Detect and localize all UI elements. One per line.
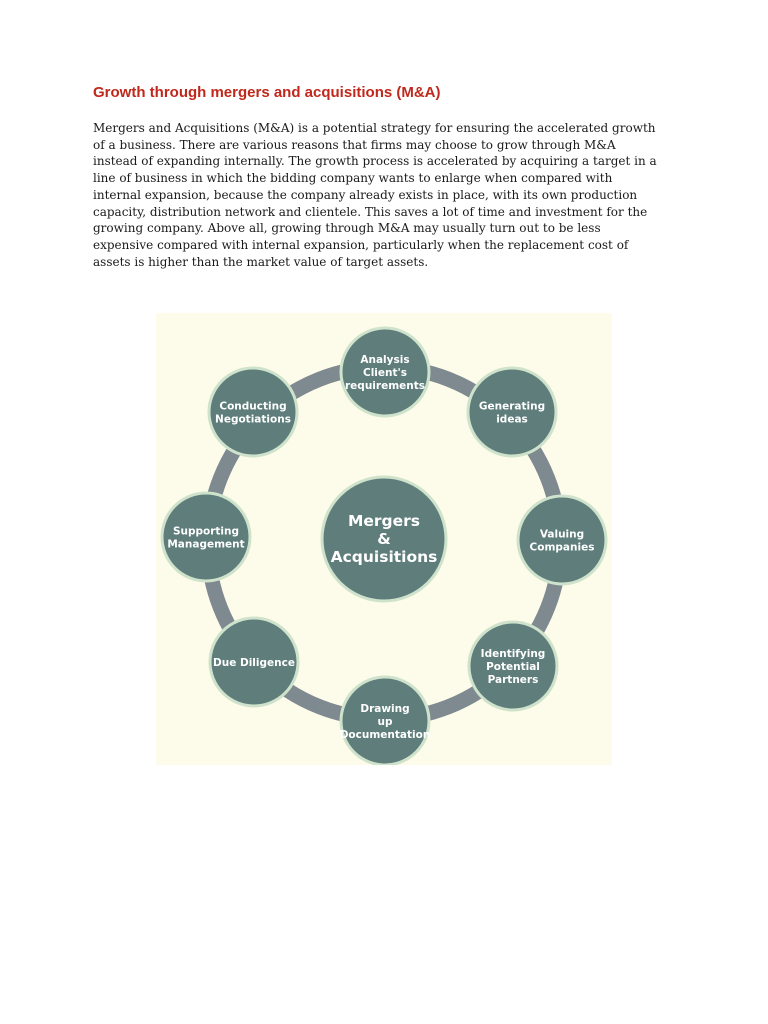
process-node-label-line: requirements xyxy=(345,380,425,392)
center-label-line: Acquisitions xyxy=(330,548,438,566)
process-node-label-line: Conducting xyxy=(219,400,287,413)
process-node-label-line: Identifying xyxy=(480,648,546,660)
process-node-label-line: Negotiations xyxy=(215,413,291,426)
paragraph-line: line of business in which the bidding company wants to enlarge when compared with xyxy=(93,171,613,186)
intro-paragraph xyxy=(93,120,678,270)
paragraph-line: assets is higher than the market value of target assets. xyxy=(93,254,429,269)
process-node-label-line: Generating xyxy=(478,400,546,413)
process-node xyxy=(209,368,297,456)
process-node xyxy=(162,493,250,581)
page-title: Growth through mergers and acquisitions (M&A) xyxy=(93,84,441,101)
process-node xyxy=(340,677,431,765)
process-node-label-line: Valuing xyxy=(539,528,585,541)
process-node-label-line: Supporting xyxy=(172,525,240,538)
process-node xyxy=(468,368,556,456)
paragraph-line: capacity, distribution network and clientele. This saves a lot of time and investment for the xyxy=(93,204,648,219)
ma-process-diagram xyxy=(156,313,612,765)
process-node-label-line: Potential xyxy=(486,661,540,673)
center-node xyxy=(322,477,446,601)
process-node-label-line: Documentation xyxy=(339,729,431,741)
process-node xyxy=(469,622,557,710)
paragraph-line: expensive compared with internal expansion, particularly when the replacement cost of xyxy=(93,237,629,252)
process-node-label xyxy=(481,648,546,686)
center-label-line: & xyxy=(377,530,391,548)
paragraph-line: internal expansion, because the company already exists in place, with its own production xyxy=(93,187,638,202)
process-node-label-line: up xyxy=(377,716,393,728)
paragraph-line: Mergers and Acquisitions (M&A) is a potential strategy for ensuring the accelerated growth xyxy=(93,121,656,135)
process-node-label-line: Analysis xyxy=(360,354,410,366)
process-node-label xyxy=(215,401,291,426)
process-node-label-line: Management xyxy=(167,538,245,551)
process-node-label xyxy=(167,526,244,551)
process-node-label-line: Companies xyxy=(529,541,595,554)
process-node-label xyxy=(213,657,295,669)
process-node-label-line: ideas xyxy=(496,413,528,426)
process-node xyxy=(341,328,429,416)
paragraph-line: growing company. Above all, growing through M&A may usually turn out to be less xyxy=(93,221,601,236)
process-node-label-line: Partners xyxy=(487,674,539,686)
process-node xyxy=(518,496,606,584)
center-label-line: Mergers xyxy=(347,512,421,530)
paragraph-line: instead of expanding internally. The growth process is accelerated by acquiring a target in a xyxy=(93,154,657,169)
process-node xyxy=(210,618,298,706)
process-node-label-line: Due Diligence xyxy=(213,657,295,669)
process-node-label-line: Client's xyxy=(363,367,407,379)
cycle-diagram-svg xyxy=(156,313,612,765)
paragraph-line: of a business. There are various reasons that firms may choose to grow through M&A xyxy=(93,137,616,152)
process-node-label-line: Drawing xyxy=(360,703,410,715)
